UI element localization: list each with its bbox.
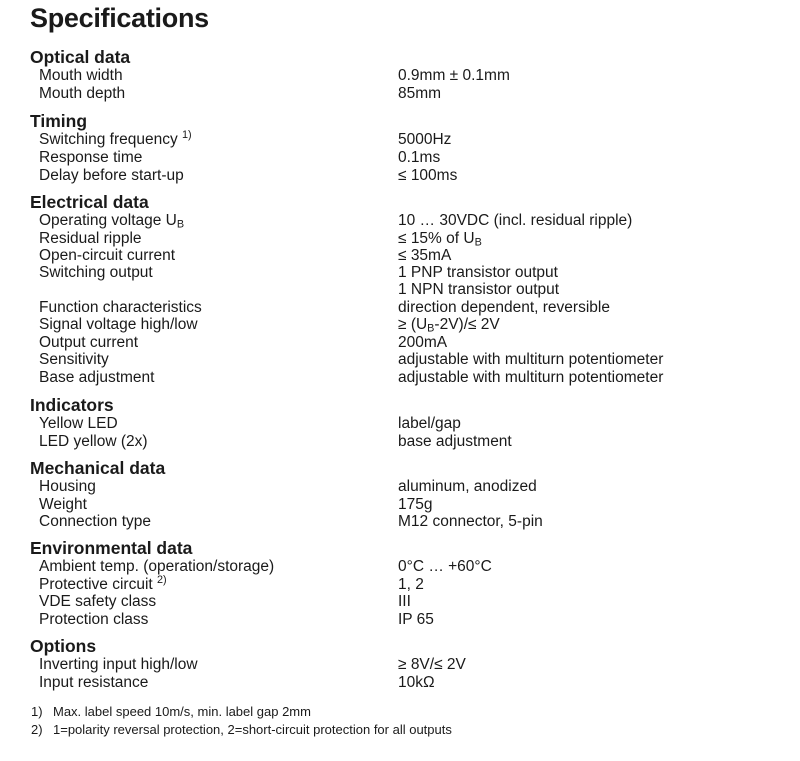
spec-row-housing xyxy=(39,478,779,496)
spec-label: Switching output xyxy=(39,264,153,281)
spec-label: Output current xyxy=(39,334,139,351)
spec-row-open-circuit-current xyxy=(39,247,779,265)
spec-row-ambient-temp xyxy=(39,558,779,576)
spec-value: 1 PNP transistor output xyxy=(398,264,558,281)
section-heading-electrical: Electrical data xyxy=(30,192,149,212)
section-heading-mechanical: Mechanical data xyxy=(30,458,166,478)
spec-value: 175g xyxy=(398,496,433,513)
spec-value: 5000Hz xyxy=(398,131,452,148)
footnote-ref: 1) xyxy=(182,129,192,142)
spec-value: 10kΩ xyxy=(398,674,435,691)
spec-value: base adjustment xyxy=(398,433,512,450)
section-heading-environmental: Environmental data xyxy=(30,538,193,558)
section-heading-options: Options xyxy=(30,636,97,656)
spec-label: Response time xyxy=(39,149,143,166)
spec-label: Housing xyxy=(39,478,96,495)
spec-label: Input resistance xyxy=(39,674,149,691)
spec-value: label/gap xyxy=(398,415,461,432)
footnote-text: Max. label speed 10m/s, min. label gap 2mm xyxy=(53,704,311,719)
spec-label: Signal voltage high/low xyxy=(39,316,198,333)
spec-label: Sensitivity xyxy=(39,351,109,368)
spec-value: 200mA xyxy=(398,334,448,351)
section-heading-indicators: Indicators xyxy=(30,395,114,415)
spec-label: Operating voltage $U_B$ xyxy=(39,212,185,231)
spec-value: ≥ 8V/≤ 2V xyxy=(398,656,466,673)
spec-row-response-time xyxy=(39,149,779,167)
spec-label: Weight xyxy=(39,496,87,513)
spec-row-inverting-input xyxy=(39,656,779,674)
spec-label: Protection class xyxy=(39,611,149,628)
spec-value: III xyxy=(398,593,411,610)
spec-row-weight xyxy=(39,496,779,514)
page-title: Specifications xyxy=(30,3,209,33)
spec-row-yellow-led xyxy=(39,415,779,433)
spec-label: Mouth depth xyxy=(39,85,126,102)
footnote-text: 1=polarity reversal protection, 2=short-circuit protection for all outputs xyxy=(53,722,452,737)
spec-value: direction dependent, reversible xyxy=(398,299,610,316)
spec-value: adjustable with multiturn potentiometer xyxy=(398,369,664,386)
spec-row-delay-start-up xyxy=(39,167,779,185)
spec-row-switching-frequency xyxy=(39,131,779,149)
footnote-number: 1) xyxy=(31,704,43,719)
spec-label: Delay before start-up xyxy=(39,167,184,184)
spec-label: Protective circuit $^{2)}$ xyxy=(39,574,167,593)
spec-value: ≤ 15% of $U_B$ xyxy=(398,230,482,249)
spec-label: Ambient temp. (operation/storage) xyxy=(39,558,275,575)
spec-value: 85mm xyxy=(398,85,442,102)
spec-row-mouth-width xyxy=(39,67,779,85)
section-heading-optical: Optical data xyxy=(30,47,131,67)
section-heading-timing: Timing xyxy=(30,111,88,131)
spec-row-function-characteristics xyxy=(39,299,779,317)
spec-value: adjustable with multiturn potentiometer xyxy=(398,351,664,368)
spec-row-base-adjustment xyxy=(39,369,779,387)
spec-row-signal-voltage xyxy=(39,316,779,334)
spec-row-protection-class xyxy=(39,611,779,629)
spec-label: VDE safety class xyxy=(39,593,157,610)
spec-label: Residual ripple xyxy=(39,230,142,247)
spec-row-input-resistance xyxy=(39,674,779,692)
spec-label: Function characteristics xyxy=(39,299,202,316)
spec-value: 10 … 30VDC (incl. residual ripple) xyxy=(398,212,633,229)
spec-label: Connection type xyxy=(39,513,152,530)
footnote-number: 2) xyxy=(31,722,43,737)
spec-row-operating-voltage xyxy=(39,212,779,230)
spec-value: 1, 2 xyxy=(398,576,424,593)
spec-value: ≤ 100ms xyxy=(398,167,458,184)
spec-row-mouth-depth xyxy=(39,85,779,103)
spec-value: IP 65 xyxy=(398,611,434,628)
spec-row-output-current xyxy=(39,334,779,352)
spec-value: 1 NPN transistor output xyxy=(398,281,560,298)
footnote-2 xyxy=(31,722,452,738)
spec-row-led-yellow-2x xyxy=(39,433,779,451)
spec-label: Mouth width xyxy=(39,67,123,84)
footnote-ref: 2) xyxy=(157,574,167,587)
spec-label: Yellow LED xyxy=(39,415,118,432)
spec-value: M12 connector, 5-pin xyxy=(398,513,543,530)
spec-label: Base adjustment xyxy=(39,369,155,386)
spec-row-protective-circuit xyxy=(39,576,779,594)
spec-value: aluminum, anodized xyxy=(398,478,537,495)
spec-label: Inverting input high/low xyxy=(39,656,198,673)
spec-value: ≥ $(U_B-2V)/\le 2V$ xyxy=(398,316,500,335)
spec-row-sensitivity xyxy=(39,351,779,369)
spec-label: LED yellow (2x) xyxy=(39,433,148,450)
spec-row-switching-output-cont xyxy=(39,281,779,299)
spec-row-residual-ripple xyxy=(39,230,779,248)
spec-row-vde-safety-class xyxy=(39,593,779,611)
spec-value: ≤ 35mA xyxy=(398,247,452,264)
spec-label: Switching frequency $^{1)}$ xyxy=(39,129,192,148)
spec-value: 0.1ms xyxy=(398,149,441,166)
spec-value: 0.9mm ± 0.1mm xyxy=(398,67,510,84)
spec-row-connection-type xyxy=(39,513,779,531)
spec-value: 0°C … +60°C xyxy=(398,558,492,575)
spec-row-switching-output xyxy=(39,264,779,282)
spec-label: Open-circuit current xyxy=(39,247,176,264)
footnote-1 xyxy=(31,704,311,720)
